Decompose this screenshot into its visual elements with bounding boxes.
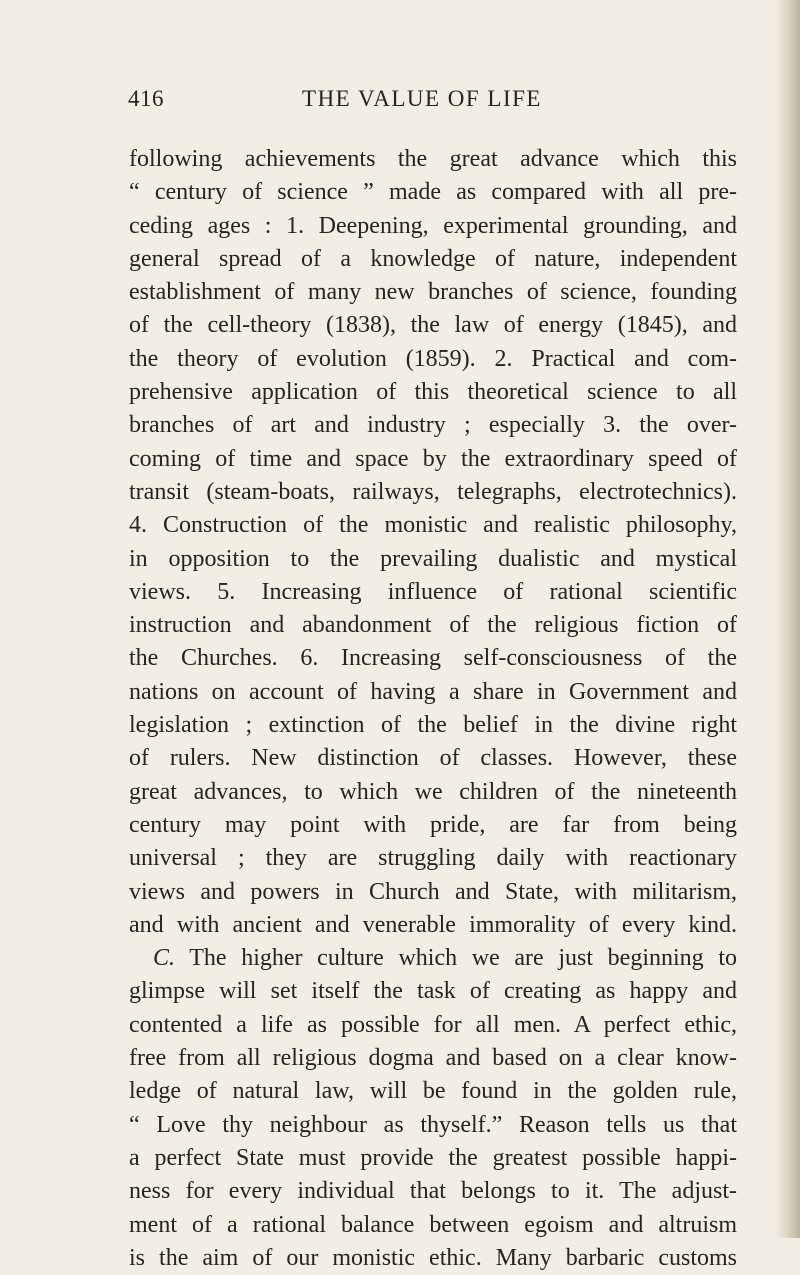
text-line: free from all religious dogma and based on a clear know- <box>129 1045 737 1072</box>
text-line: branches of art and industry ; especially 3. the over- <box>129 412 737 439</box>
text-line-section-c <box>129 942 737 975</box>
text-line: is the aim of our monistic ethic. Many barbaric customs <box>129 1244 737 1271</box>
text-line: instruction and abandonment of the religious fiction of <box>129 612 737 639</box>
text-line: and with ancient and venerable immorality of every kind. <box>129 911 737 938</box>
text-line: ceding ages : 1. Deepening, experimental grounding, and <box>129 212 737 239</box>
text-line: the Churches. 6. Increasing self-consciousness of the <box>129 645 737 672</box>
text-line: ledge of natural law, will be found in the golden rule, <box>129 1078 737 1105</box>
text-line: “ century of science ” made as compared with all pre- <box>129 179 737 206</box>
section-marker: C. <box>153 945 176 972</box>
text-line: general spread of a knowledge of nature, independent <box>129 245 737 272</box>
text-line: universal ; they are struggling daily with reactionary <box>129 845 737 872</box>
text-line: nations on account of having a share in Government and <box>129 678 737 705</box>
text-line: transit (steam-boats, railways, telegraphs, electrotechnics). <box>129 478 737 505</box>
text-line: ment of a rational balance between egoism and altruism <box>129 1211 737 1238</box>
text-line: contented a life as possible for all men. A perfect ethic, <box>129 1011 737 1038</box>
text-line: great advances, to which we children of the nineteenth <box>129 778 737 805</box>
text-line: prehensive application of this theoretical science to all <box>129 379 737 406</box>
text-line: century may point with pride, are far from being <box>129 811 737 838</box>
text-line: in opposition to the prevailing dualistic and mystical <box>129 545 737 572</box>
section-c-text: The higher culture which we are just beginning to <box>175 945 737 972</box>
text-line: “ Love thy neighbour as thyself.” Reason tells us that <box>129 1111 737 1138</box>
text-line: of the cell-theory (1838), the law of energy (1845), and <box>129 312 737 339</box>
text-line: following achievements the great advance which this <box>129 146 737 172</box>
running-head: THE VALUE OF LIFE <box>302 86 542 111</box>
text-line: coming of time and space by the extraordinary speed of <box>129 445 737 472</box>
text-line: views and powers in Church and State, with militarism, <box>129 878 737 905</box>
text-line: legislation ; extinction of the belief in the divine right <box>129 712 737 739</box>
page-header <box>128 86 716 116</box>
text-line: glimpse will set itself the task of creating as happy and <box>129 978 737 1005</box>
body-text <box>129 143 737 1275</box>
text-line: the theory of evolution (1859). 2. Practical and com- <box>129 345 737 372</box>
text-line: views. 5. Increasing influence of rational scientific <box>129 578 737 605</box>
text-line: 4. Construction of the monistic and realistic philosophy, <box>129 512 737 539</box>
page-number: 416 <box>128 86 164 111</box>
text-line: a perfect State must provide the greatest possible happi- <box>129 1144 737 1171</box>
book-spine-shadow <box>774 0 800 1238</box>
text-line: ness for every individual that belongs to it. The adjust- <box>129 1178 737 1205</box>
text-line: establishment of many new branches of science, founding <box>129 279 737 306</box>
text-line: of rulers. New distinction of classes. However, these <box>129 745 737 772</box>
